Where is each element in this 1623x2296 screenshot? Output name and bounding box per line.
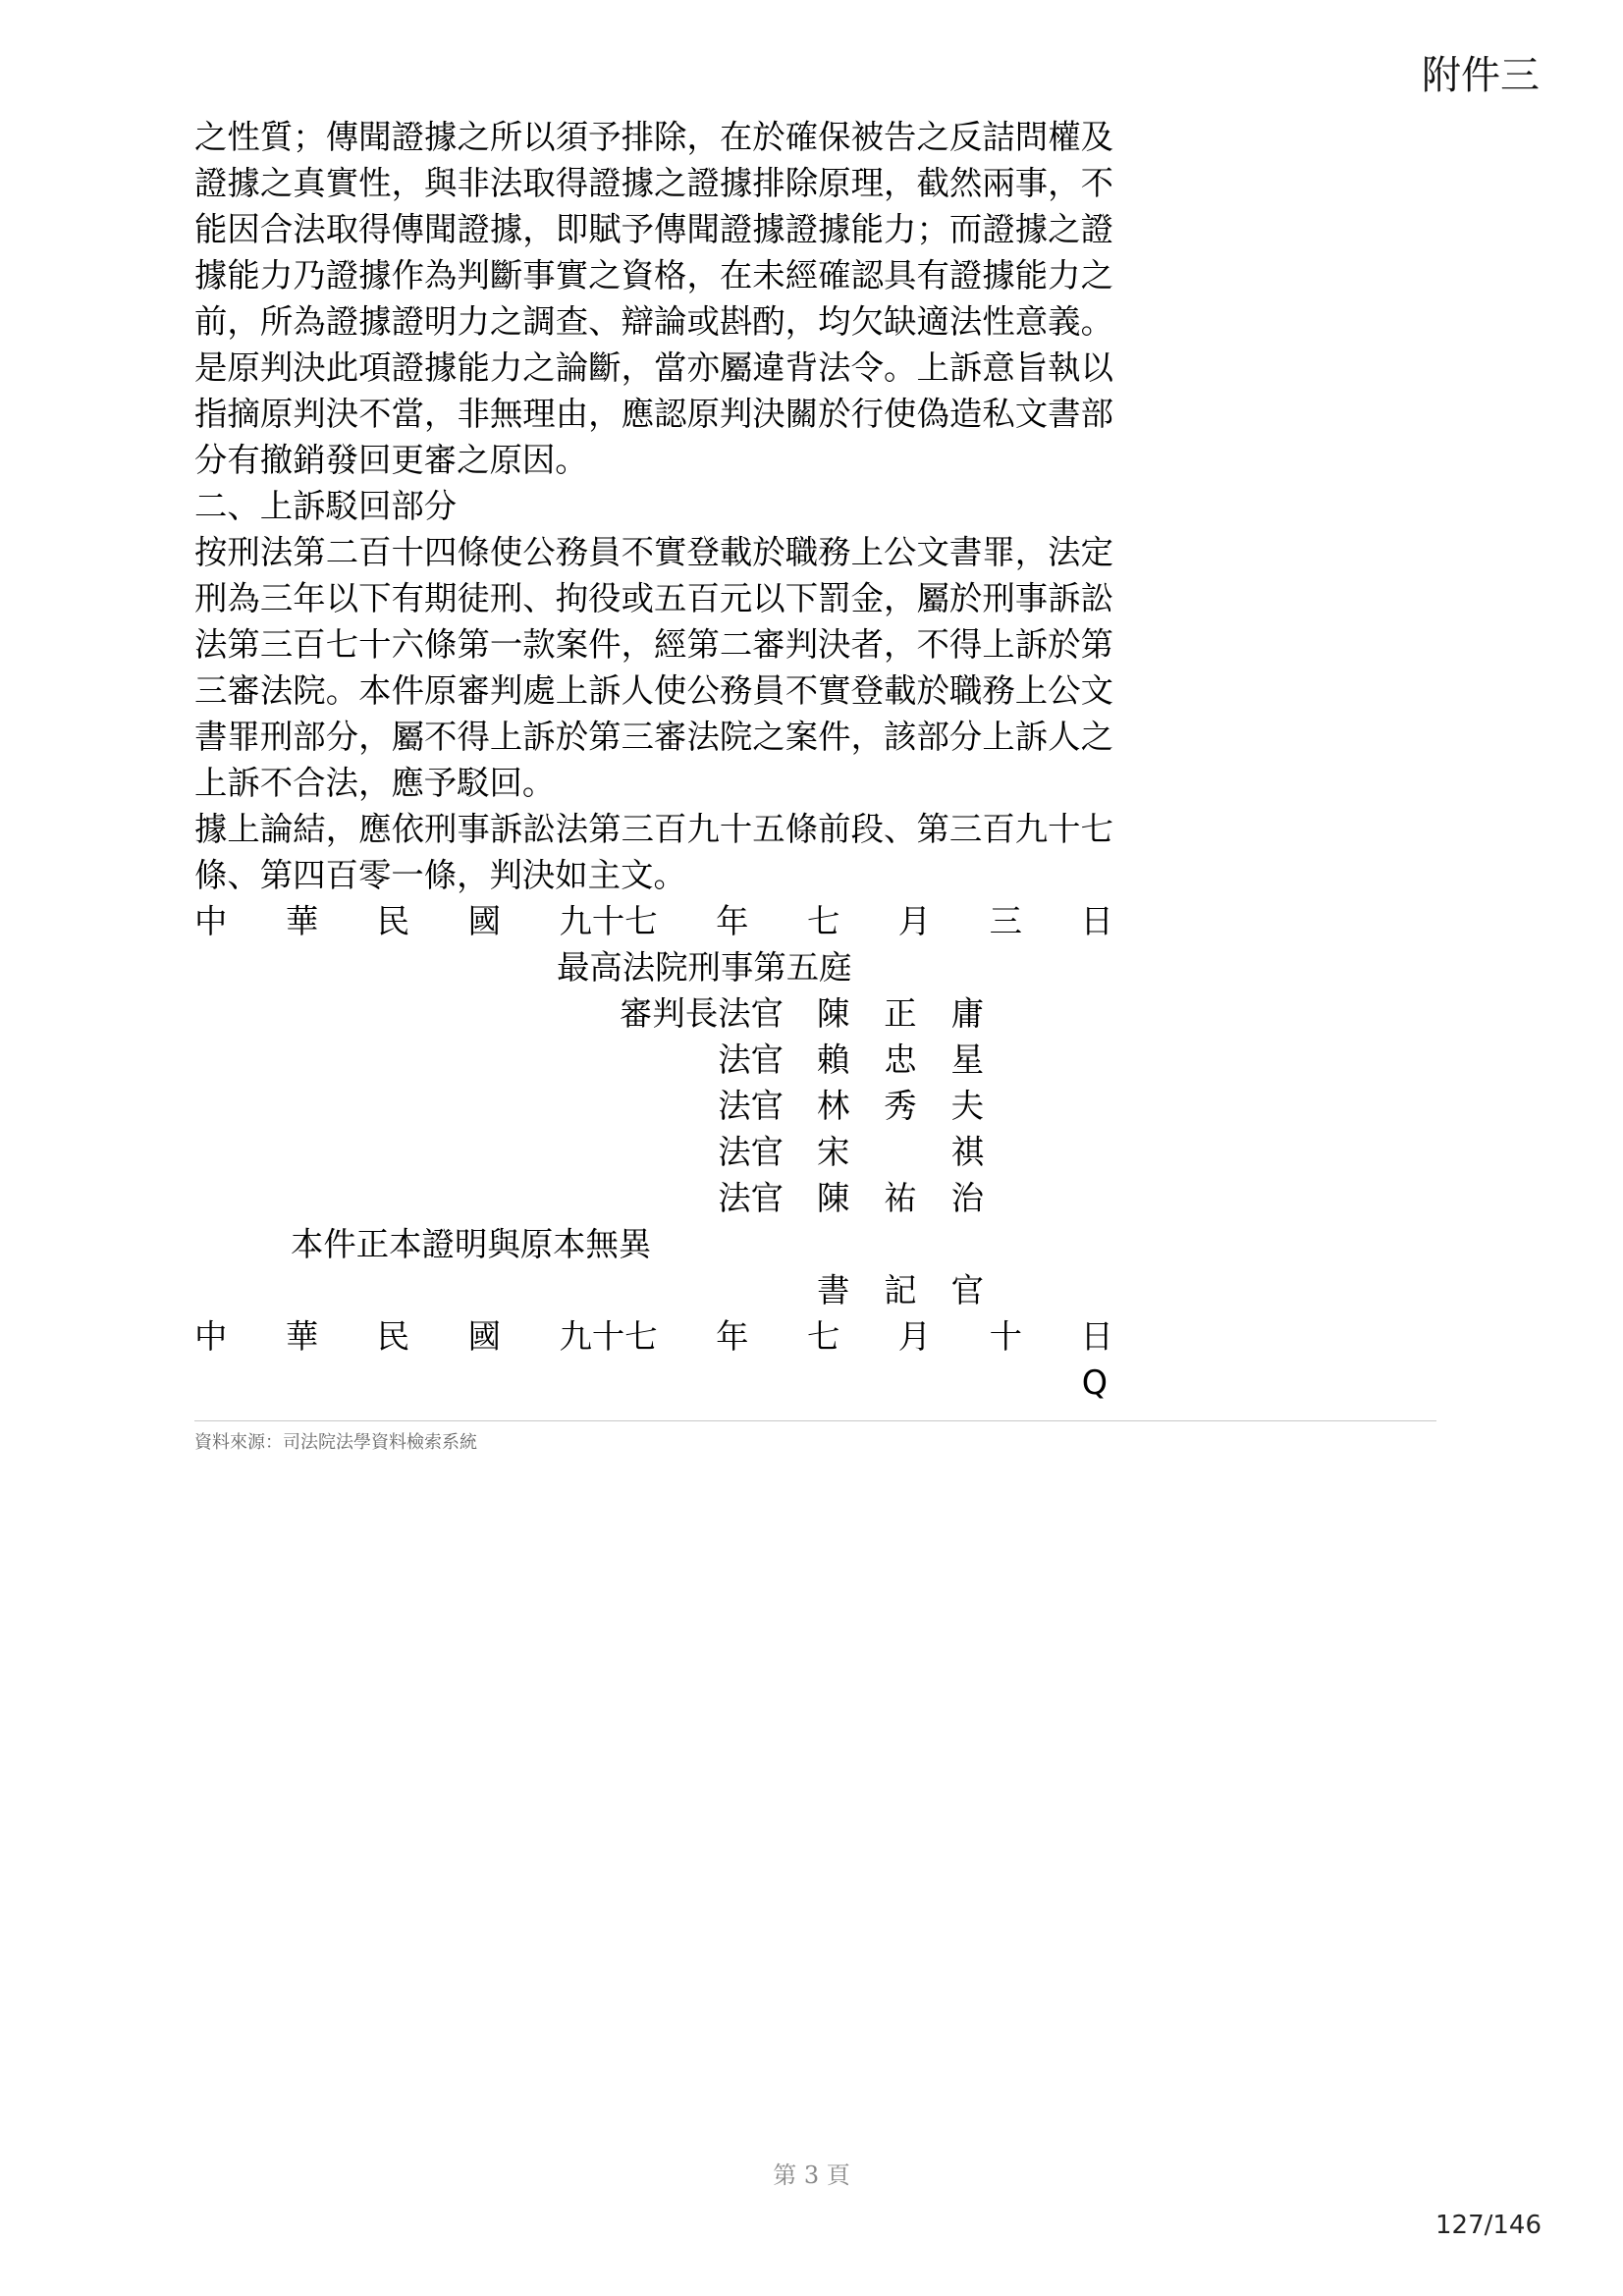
judge-name-char: 忠	[884, 1041, 917, 1079]
judge-title: 法官	[718, 1087, 784, 1125]
judgment-date	[194, 898, 1113, 944]
date-part: 三	[989, 902, 1023, 940]
clerk-title	[817, 1267, 984, 1313]
section-heading: 二、上訴駁回部分	[194, 487, 458, 525]
paragraph-line: 是原判決此項證據能力之論斷，當亦屬違背法令。上訴意旨執以	[194, 348, 1113, 387]
certification-date	[194, 1313, 1113, 1360]
paragraph-line: 上訴不合法，應予駁回。	[194, 764, 556, 802]
date-part: 九十七	[559, 902, 658, 940]
paragraph-line: 能因合法取得傳聞證據，即賦予傳聞證據證據能力；而證據之證	[194, 210, 1113, 248]
judge-name-char: 賴	[817, 1041, 850, 1079]
trailing-mark: Q	[1081, 1363, 1108, 1402]
judge-name	[817, 1129, 984, 1175]
judge-row	[194, 1175, 1113, 1221]
date-part: 年	[716, 1317, 749, 1356]
judge-row	[194, 990, 1113, 1037]
date-part: 華	[285, 1317, 319, 1356]
judge-name-char: 庸	[950, 994, 984, 1033]
judge-row	[194, 1037, 1113, 1083]
date-part: 民	[376, 1317, 410, 1356]
paragraph-line: 書罪刑部分，屬不得上訴於第三審法院之案件，該部分上訴人之	[194, 718, 1113, 756]
judge-name-char: 陳	[817, 994, 850, 1033]
page-number: 第 3 頁	[773, 2162, 850, 2189]
judge-name-char: 林	[817, 1087, 850, 1125]
footer-divider	[194, 1420, 1436, 1421]
judge-name-char: 星	[950, 1041, 984, 1079]
paragraph-line: 三審法院。本件原審判處上訴人使公務員不實登載於職務上公文	[194, 671, 1113, 710]
certification-statement: 本件正本證明與原本無異	[291, 1225, 652, 1263]
date-part: 中	[194, 1317, 228, 1356]
judge-title: 法官	[718, 1179, 784, 1217]
paragraph-line: 分有撤銷發回更審之原因。	[194, 441, 588, 479]
judge-name	[817, 990, 984, 1037]
source-note: 資料來源：司法院法學資料檢索系統	[194, 1432, 477, 1453]
date-part: 民	[376, 902, 410, 940]
judge-row	[194, 1129, 1113, 1175]
judge-name-char: 祐	[884, 1179, 917, 1217]
paragraph-line: 據上論結，應依刑事訴訟法第三百九十五條前段、第三百九十七	[194, 810, 1113, 848]
judge-row	[194, 1083, 1113, 1129]
page-count: 127/146	[1434, 2211, 1542, 2240]
judge-name	[817, 1175, 984, 1221]
judge-name-char: 夫	[950, 1087, 984, 1125]
judge-name-char: 秀	[884, 1087, 917, 1125]
paragraph-line: 按刑法第二百十四條使公務員不實登載於職務上公文書罪，法定	[194, 533, 1113, 571]
judge-name-char: 正	[884, 994, 917, 1033]
paragraph-line: 之性質；傳聞證據之所以須予排除，在於確保被告之反詰問權及	[194, 118, 1113, 156]
judge-name-char: 宋	[817, 1133, 850, 1171]
judge-title: 法官	[718, 1041, 784, 1079]
judge-name-char: 祺	[950, 1133, 984, 1171]
date-part: 日	[1080, 902, 1113, 940]
date-part: 華	[285, 902, 319, 940]
judge-name-char: 陳	[817, 1179, 850, 1217]
date-part: 九十七	[559, 1317, 658, 1356]
judge-name	[817, 1083, 984, 1129]
paragraph-line: 據能力乃證據作為判斷事實之資格，在未經確認具有證據能力之	[194, 256, 1113, 294]
date-part: 國	[467, 902, 501, 940]
judge-name	[817, 1037, 984, 1083]
date-part: 十	[989, 1317, 1023, 1356]
date-part: 國	[467, 1317, 501, 1356]
judge-title: 審判長法官	[620, 994, 784, 1033]
paragraph-line: 法第三百七十六條第一款案件，經第二審判決者，不得上訴於第	[194, 625, 1113, 664]
paragraph-line: 前，所為證據證明力之調查、辯論或斟酌，均欠缺適法性意義。	[194, 302, 1113, 341]
clerk-title-char: 記	[884, 1271, 917, 1309]
date-part: 中	[194, 902, 228, 940]
paragraph-line: 指摘原判決不當，非無理由，應認原判決關於行使偽造私文書部	[194, 395, 1113, 433]
judgment-body	[194, 114, 1113, 1406]
paragraph-line: 條、第四百零一條，判決如主文。	[194, 856, 686, 894]
paragraph-line: 證據之真實性，與非法取得證據之證據排除原理，截然兩事，不	[194, 164, 1113, 202]
court-name: 最高法院刑事第五庭	[557, 948, 852, 987]
date-part: 七	[806, 902, 840, 940]
clerk-title-char: 官	[950, 1271, 984, 1309]
judge-title: 法官	[718, 1133, 784, 1171]
date-part: 七	[806, 1317, 840, 1356]
paragraph-line: 刑為三年以下有期徒刑、拘役或五百元以下罰金，屬於刑事訴訟	[194, 579, 1113, 617]
date-part: 年	[716, 902, 749, 940]
annex-label: 附件三	[1422, 53, 1540, 98]
judge-name-char: 治	[950, 1179, 984, 1217]
date-part: 月	[897, 902, 932, 940]
clerk-row	[194, 1267, 1113, 1313]
clerk-title-char: 書	[817, 1271, 850, 1309]
date-part: 日	[1080, 1317, 1113, 1356]
date-part: 月	[897, 1317, 932, 1356]
